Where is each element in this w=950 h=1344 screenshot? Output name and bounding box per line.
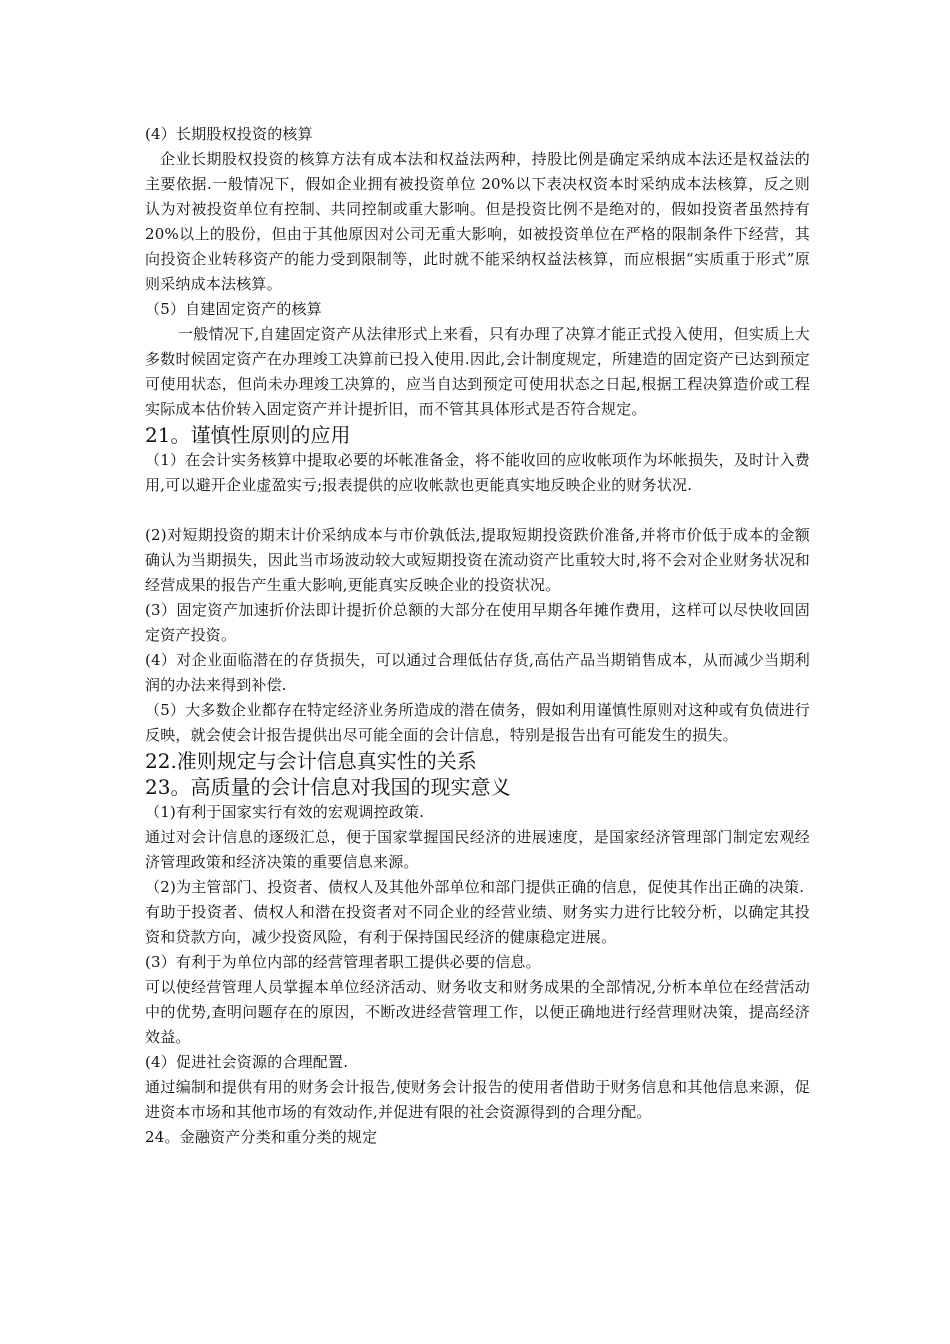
paragraph: (4）促进社会资源的合理配置. (145, 1053, 349, 1071)
paragraph: （1）在会计实务核算中提取必要的坏帐准备金，将不能收回的应收帐项作为坏帐损失，及时计入费用,可以避开企业虚盈实亏;报表提供的应收帐款也更能真实地反映企业的财务状况. (145, 451, 810, 494)
paragraph: 24。金融资产分类和重分类的规定 (145, 1128, 378, 1146)
section-heading: 23。高质量的会计信息对我国的现实意义 (145, 775, 511, 799)
paragraph: 企业长期股权投资的核算方法有成本法和权益法两种，持股比例是确定采纳成本法还是权益法的主要依据.一般情况下，假如企业拥有被投资单位 20%以下表决权资本时采纳成本法核算，反之则认为对被投资单位有控制、共同控制或重大影响。但是投资比例不是绝对的，假如投资者虽然持有 20%以上的股份，但由于其他原因对公司无重大影响，如被投资单位在严格的限制条件下经营，其向投资企业转移资产的能力受到限制等，此时就不能采纳权益法核算，而应根据“实质重于形式”原则采纳成本法核算。 (145, 150, 810, 293)
section-heading: 21。谨慎性原则的应用 (145, 423, 351, 447)
paragraph: (2)对短期投资的期末计价采纳成本与市价孰低法,提取短期投资跌价准备,并将市价低于成本的金额确认为当期损失，因此当市场波动较大或短期投资在流动资产比重较大时,将不会对企业财务状况和经营成果的报告产生重大影响,更能真实反映企业的投资状况。 (145, 526, 810, 594)
paragraph: (4）对企业面临潜在的存货损失，可以通过合理低估存货,高估产品当期销售成本，从而减少当期利润的办法来得到补偿. (145, 651, 810, 694)
blank-line (145, 498, 810, 523)
paragraph: (3）有利于为单位内部的经营管理者职工提供必要的信息。 (145, 953, 541, 971)
paragraph: （5）大多数企业都存在特定经济业务所造成的潜在债务，假如利用谨慎性原则对这种或有负债进行反映，就会使会计报告提供出尽可能全面的会计信息，特别是报告出有可能发生的损失。 (145, 701, 810, 744)
paragraph: 有助于投资者、债权人和潜在投资者对不同企业的经营业绩、财务实力进行比较分析，以确定其投资和贷款方向，减少投资风险，有利于保持国民经济的健康稳定进展。 (145, 903, 810, 946)
paragraph: (4）长期股权投资的核算 (145, 125, 313, 143)
paragraph: 通过对会计信息的逐级汇总，便于国家掌握国民经济的进展速度，是国家经济管理部门制定宏观经济管理政策和经济决策的重要信息来源。 (145, 828, 810, 871)
paragraph: (3）固定资产加速折价法即计提折价总额的大部分在使用早期各年摊作费用，这样可以尽快收回固定资产投资。 (145, 601, 810, 644)
paragraph: （1)有利于国家实行有效的宏观调控政策. (145, 803, 425, 821)
paragraph: （2)为主管部门、投资者、债权人及其他外部单位和部门提供正确的信息，促使其作出正确的决策. (145, 878, 805, 896)
paragraph: 可以使经营管理人员掌握本单位经济活动、财务收支和财务成果的全部情况,分析本单位在经营活动中的优势,查明问题存在的原因，不断改进经营管理工作，以便正确地进行经营理财决策，提高经济效益。 (145, 978, 810, 1046)
paragraph: 一般情况下,自建固定资产从法律形式上来看，只有办理了决算才能正式投入使用，但实质上大多数时候固定资产在办理竣工决算前已投入使用.因此,会计制度规定，所建造的固定资产已达到预定可使用状态，但尚未办理竣工决算的，应当自达到预定可使用状态之日起,根据工程决算造价或工程实际成本估价转入固定资产并计提折旧，而不管其具体形式是否符合规定。 (145, 325, 810, 418)
document-page (145, 122, 810, 1150)
paragraph: 通过编制和提供有用的财务会计报告,使财务会计报告的使用者借助于财务信息和其他信息来源，促进资本市场和其他市场的有效动作,并促进有限的社会资源得到的合理分配。 (145, 1078, 810, 1121)
paragraph: （5）自建固定资产的核算 (145, 300, 322, 318)
section-heading: 22.准则规定与会计信息真实性的关系 (145, 749, 477, 773)
